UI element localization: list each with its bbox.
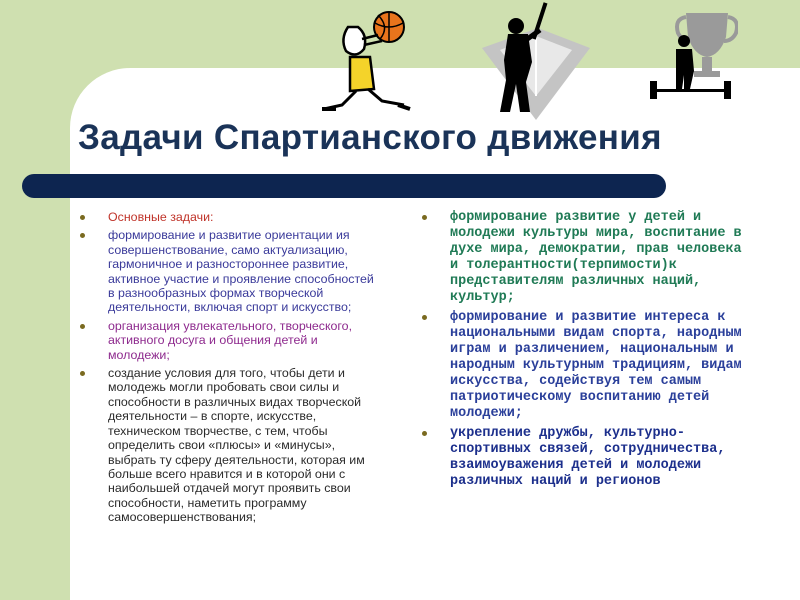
- bullet-icon: [80, 233, 85, 238]
- list-item: [80, 319, 380, 362]
- list-item-text: укрепление дружбы, культурно-спортивных связей, сотрудничества, взаимоуважения детей и молодежи различных наций и регионов: [450, 426, 726, 489]
- list-item-text: Основные задачи:: [108, 210, 214, 224]
- list-item: [80, 366, 380, 524]
- left-column: [80, 210, 380, 529]
- left-bullet-list: [80, 210, 380, 525]
- list-item: [80, 228, 380, 314]
- bullet-icon: [422, 431, 427, 436]
- right-bullet-list: [422, 210, 752, 490]
- list-item-text: формирование и развитие ориентации ия совершенствование, само актуализацию, гармоничное и разностороннее развитие, активное участие и проявление способностей в разнообразных формах творческой деятельности, включая спорт и искусство;: [108, 228, 374, 315]
- list-item-text: формирование развитие у детей и молодежи культуры мира, воспитание в духе мира, демократии, прав человека и толерантности(терпимости)к представителям различных наций, культур;: [450, 210, 742, 305]
- basketball-player-icon: [312, 5, 417, 117]
- bullet-icon: [80, 324, 85, 329]
- list-item-text: создание условия для того, чтобы дети и молодежь могли пробовать свои силы и способности в различных видах творческой деятельности – в спорте, искусстве, техническом творчестве, с тем, чтобы определить свои «плюсы» и «минусы», выбрать ту сферу деятельности, которая им больше всего нравится и в которой они с наибольшей отдачей могут проявить свои способности, наметить программу самосовершенствования;: [108, 366, 365, 525]
- baseball-batter-icon: [480, 0, 592, 126]
- bullet-icon: [422, 215, 427, 220]
- list-item-text: формирование и развитие интереса к национальными видам спорта, народным играм и различением, национальным и народным культурным традициям, видам искусства, содействуя тем самым патриотическому воспитанию детей молодежи;: [450, 310, 742, 421]
- title-underline-bar: [22, 174, 666, 198]
- slide-title: Задачи Спартианского движения: [78, 118, 662, 157]
- list-item: [80, 210, 380, 224]
- right-column: [422, 210, 752, 494]
- bullet-icon: [80, 371, 85, 376]
- list-item: [422, 210, 752, 306]
- list-item-text: организация увлекательного, творческого, активного досуга и общения детей и молодежи;: [108, 318, 353, 362]
- bullet-icon: [422, 315, 427, 320]
- weightlifter-trophy-icon: [646, 5, 738, 101]
- list-item: [422, 310, 752, 422]
- list-item: [422, 426, 752, 490]
- bullet-icon: [80, 215, 85, 220]
